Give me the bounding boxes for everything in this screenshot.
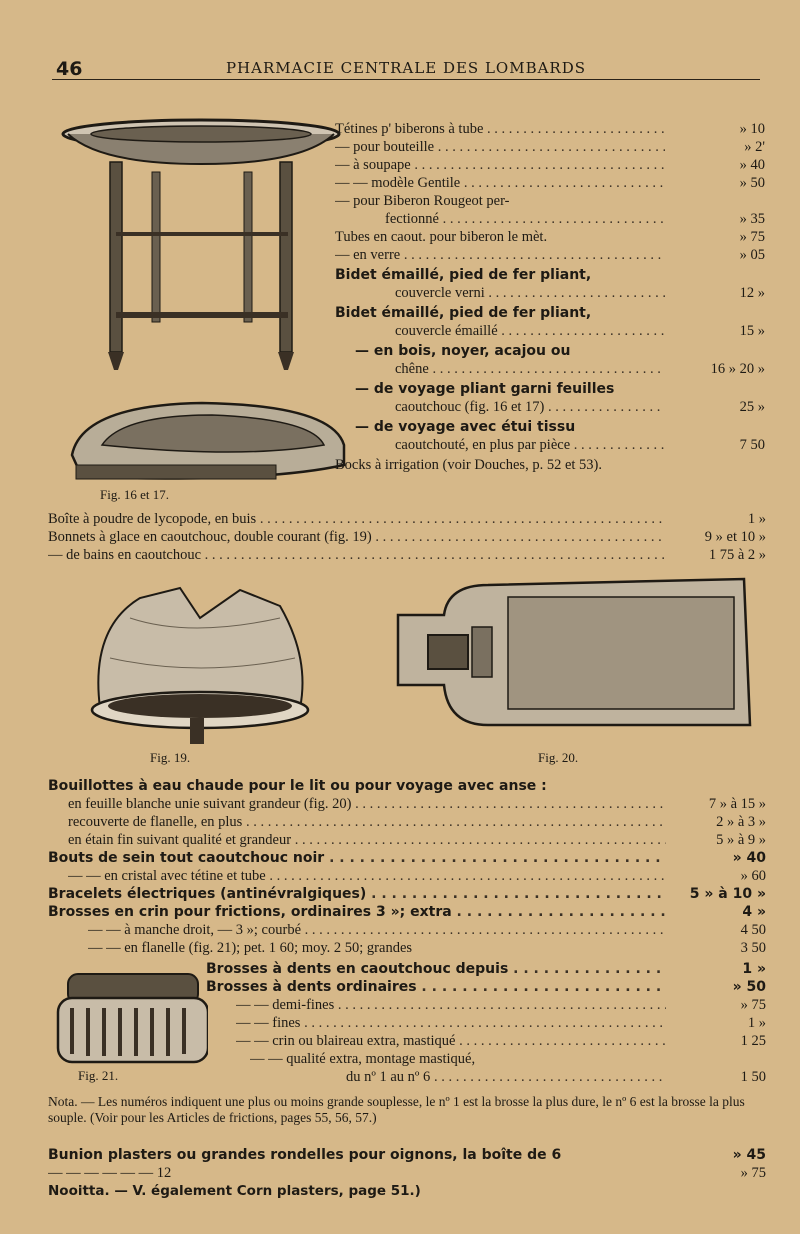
ice-cap-illustration [70, 578, 320, 748]
page-header [52, 56, 760, 82]
list-item: recouverte de flanelle, en plus . . . 2 » à 3 » [68, 813, 766, 831]
list-item: couvercle émaillé . . . 15 » [395, 322, 765, 340]
list-item: Bidet émaillé, pied de fer pliant, [335, 267, 592, 283]
nota-note: Nota. — Les numéros indiquent une plus ou moins grande souplesse, le nº 1 est la brosse la plus dure, le nº 6 est la brosse la plus souple. (Voir pour les Articles de frictions, pages 55, 56, 57.) [48, 1094, 745, 1125]
list-item: — pour Biberon Rougeot per- [335, 193, 510, 209]
caption-fig20: Fig. 20. [538, 750, 579, 765]
list-item: Brosses à dents ordinaires . . . » 50 [206, 978, 766, 996]
folding-bidet-illustration [62, 395, 352, 487]
caption-fig21: Fig. 21. [78, 1068, 119, 1083]
folding-bidet-drawing [62, 395, 352, 487]
list-item: — — fines . . . 1 » [236, 1014, 766, 1032]
list-item: — — modèle Gentile . . . » 50 [335, 174, 765, 192]
list-item: Bunion plasters ou grandes rondelles pour oignons, la boîte de 6 » 45 [48, 1147, 766, 1163]
footer-note: Nooitta. — V. également Corn plasters, page 51.) [48, 1183, 421, 1199]
list-item: — — en flanelle (fig. 21); pet. 1 60; moy. 2 50; grandes 3 50 [88, 940, 766, 956]
caption-fig19: Fig. 19. [150, 750, 191, 765]
list-item: caoutchouc (fig. 16 et 17) . . . 25 » [395, 398, 765, 416]
list-item: Bonnets à glace en caoutchouc, double courant (fig. 19) . . . 9 » et 10 » [48, 528, 766, 546]
list-item: Boîte à poudre de lycopode, en buis . . . 1 » [48, 510, 766, 528]
list-item: — — en cristal avec tétine et tube . . . » 60 [68, 867, 766, 885]
list-item: — de bains en caoutchouc . . . 1 75 à 2 » [48, 546, 766, 564]
list-item: caoutchouté, en plus par pièce . . . 7 50 [395, 436, 765, 454]
list-item: Brosses à dents en caoutchouc depuis . . . 1 » [206, 960, 766, 978]
list-item: en feuille blanche unie suivant grandeur (fig. 20) . . . 7 » à 15 » [68, 795, 766, 813]
flannel-brush-illustration [48, 968, 208, 1068]
list-item: — — crin ou blaireau extra, mastiqué . . . 1 25 [236, 1032, 766, 1050]
list-item: — pour bouteille . . . » 2' [335, 138, 765, 156]
entries-full-1 [48, 510, 766, 570]
list-item: Tubes en caout. pour biberon le mèt. » 75 [335, 229, 765, 245]
list-item: Bouillottes à eau chaude pour le lit ou pour voyage avec anse : [48, 778, 547, 794]
list-item: fectionné . . . » 35 [385, 210, 765, 228]
list-item: — — — — — — 12 » 75 [48, 1165, 766, 1181]
hot-water-bottle-illustration [388, 575, 754, 733]
list-item: — en verre . . . » 05 [335, 246, 765, 264]
list-item: — — à manche droit, — 3 »; courbé . . . 4 50 [88, 921, 766, 939]
page-number: 46 [56, 58, 83, 80]
flannel-brush-drawing [48, 968, 208, 1068]
list-item: — à soupape . . . » 40 [335, 156, 765, 174]
list-item: en étain fin suivant qualité et grandeur . . . 5 » à 9 » [68, 831, 766, 849]
list-item: chêne . . . 16 » 20 » [395, 360, 765, 378]
list-item: Bidet émaillé, pied de fer pliant, [335, 305, 592, 321]
hot-water-bottle-drawing [388, 575, 754, 733]
running-title: PHARMACIE CENTRALE DES LOMBARDS [225, 59, 587, 77]
entries-full-3 [48, 1146, 766, 1184]
list-item: — en bois, noyer, acajou ou [355, 343, 571, 359]
list-item: du nº 1 au nº 6 . . . 1 50 [346, 1068, 766, 1086]
list-item: — — demi-fines . . . » 75 [236, 996, 766, 1014]
entries-full-2 [48, 777, 766, 959]
bidet-stand-drawing [60, 112, 342, 374]
ice-cap-drawing [70, 578, 320, 748]
list-item: Tétines p' biberons à tube . . . » 10 [335, 120, 765, 138]
list-item: — de voyage pliant garni feuilles [355, 381, 615, 397]
header-rule [52, 79, 760, 80]
bidet-stand-illustration [60, 112, 342, 374]
entries-column-1 [335, 120, 765, 510]
list-item: couvercle verni . . . 12 » [395, 284, 765, 302]
list-item: Bracelets électriques (antinévralgiques) . . . 5 » à 10 » [48, 885, 766, 903]
list-item: — — qualité extra, montage mastiqué, [250, 1051, 476, 1067]
entries-column-3 [206, 960, 766, 1090]
caption-fig16-17: Fig. 16 et 17. [100, 487, 169, 502]
list-item: — de voyage avec étui tissu [355, 419, 576, 435]
list-item: Bocks à irrigation (voir Douches, p. 52 et 53). [335, 457, 602, 473]
list-item: Bouts de sein tout caoutchouc noir . . . » 40 [48, 849, 766, 867]
list-item: Brosses en crin pour frictions, ordinaires 3 »; extra . . . 4 » [48, 903, 766, 921]
